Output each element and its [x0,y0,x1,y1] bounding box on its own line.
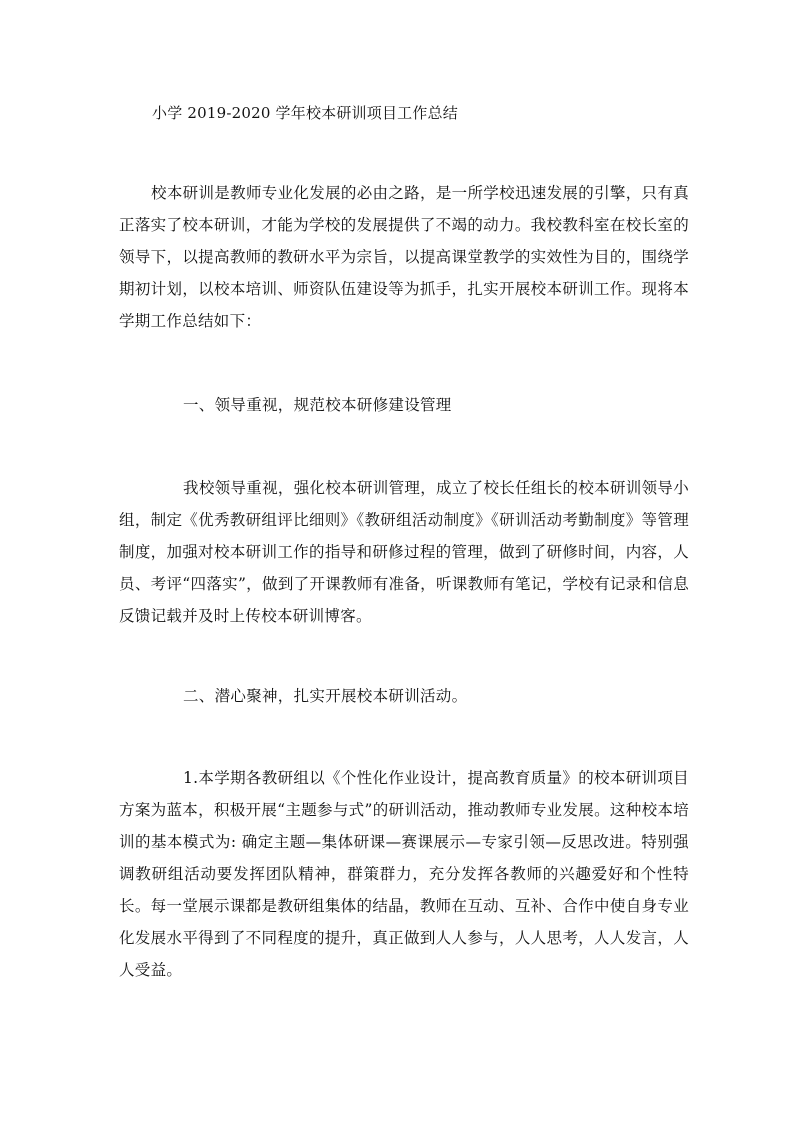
document-title: 小学 2019-2020 学年校本研训项目工作总结 [152,104,458,122]
section-heading-1: 一、领导重视，规范校本研修建设管理 [183,396,452,414]
section-heading-2: 二、潜心聚神，扎实开展校本研训活动。 [183,687,468,705]
intro-paragraph: 校本研训是教师专业化发展的必由之路，是一所学校迅速发展的引擎，只有真正落实了校本研训，才能为学校的发展提供了不竭的动力。我校教科室在校长室的领导下，以提高教师的教研水平为宗旨，以提高课堂教学的实效性为目的，围绕学期初计划，以校本培训、师资队伍建设等为抓手，扎实开展校本研训工作。现将本学期工作总结如下： [119,184,689,330]
section-paragraph-2: 1.本学期各教研组以《个性化作业设计，提高教育质量》的校本研训项目方案为蓝本，积极开展“主题参与式”的研训活动，推动教师专业发展。这种校本培训的基本模式为: 确定主题—集体研课—赛课展示—专家引领—反思改进。特别强调教研组活动要发挥团队精神，群策群力，充分发挥各教师的兴趣爱好和个性特长。每一堂展示课都是教研组集体的结晶，教师在互动、互补、合作中使自身专业化发展水平得到了不同程度的提升，真正做到人人参与，人人思考，人人发言，人人受益。 [119,769,689,979]
section-paragraph-1: 我校领导重视，强化校本研训管理，成立了校长任组长的校本研训领导小组，制定《优秀教研组评比细则》《教研组活动制度》《研训活动考勤制度》等管理制度，加强对校本研训工作的指导和研修过程的管理，做到了研修时间，内容，人员、考评“四落实”，做到了开课教师有准备，听课教师有笔记，学校有记录和信息反馈记载并及时上传校本研训博客。 [119,479,689,625]
